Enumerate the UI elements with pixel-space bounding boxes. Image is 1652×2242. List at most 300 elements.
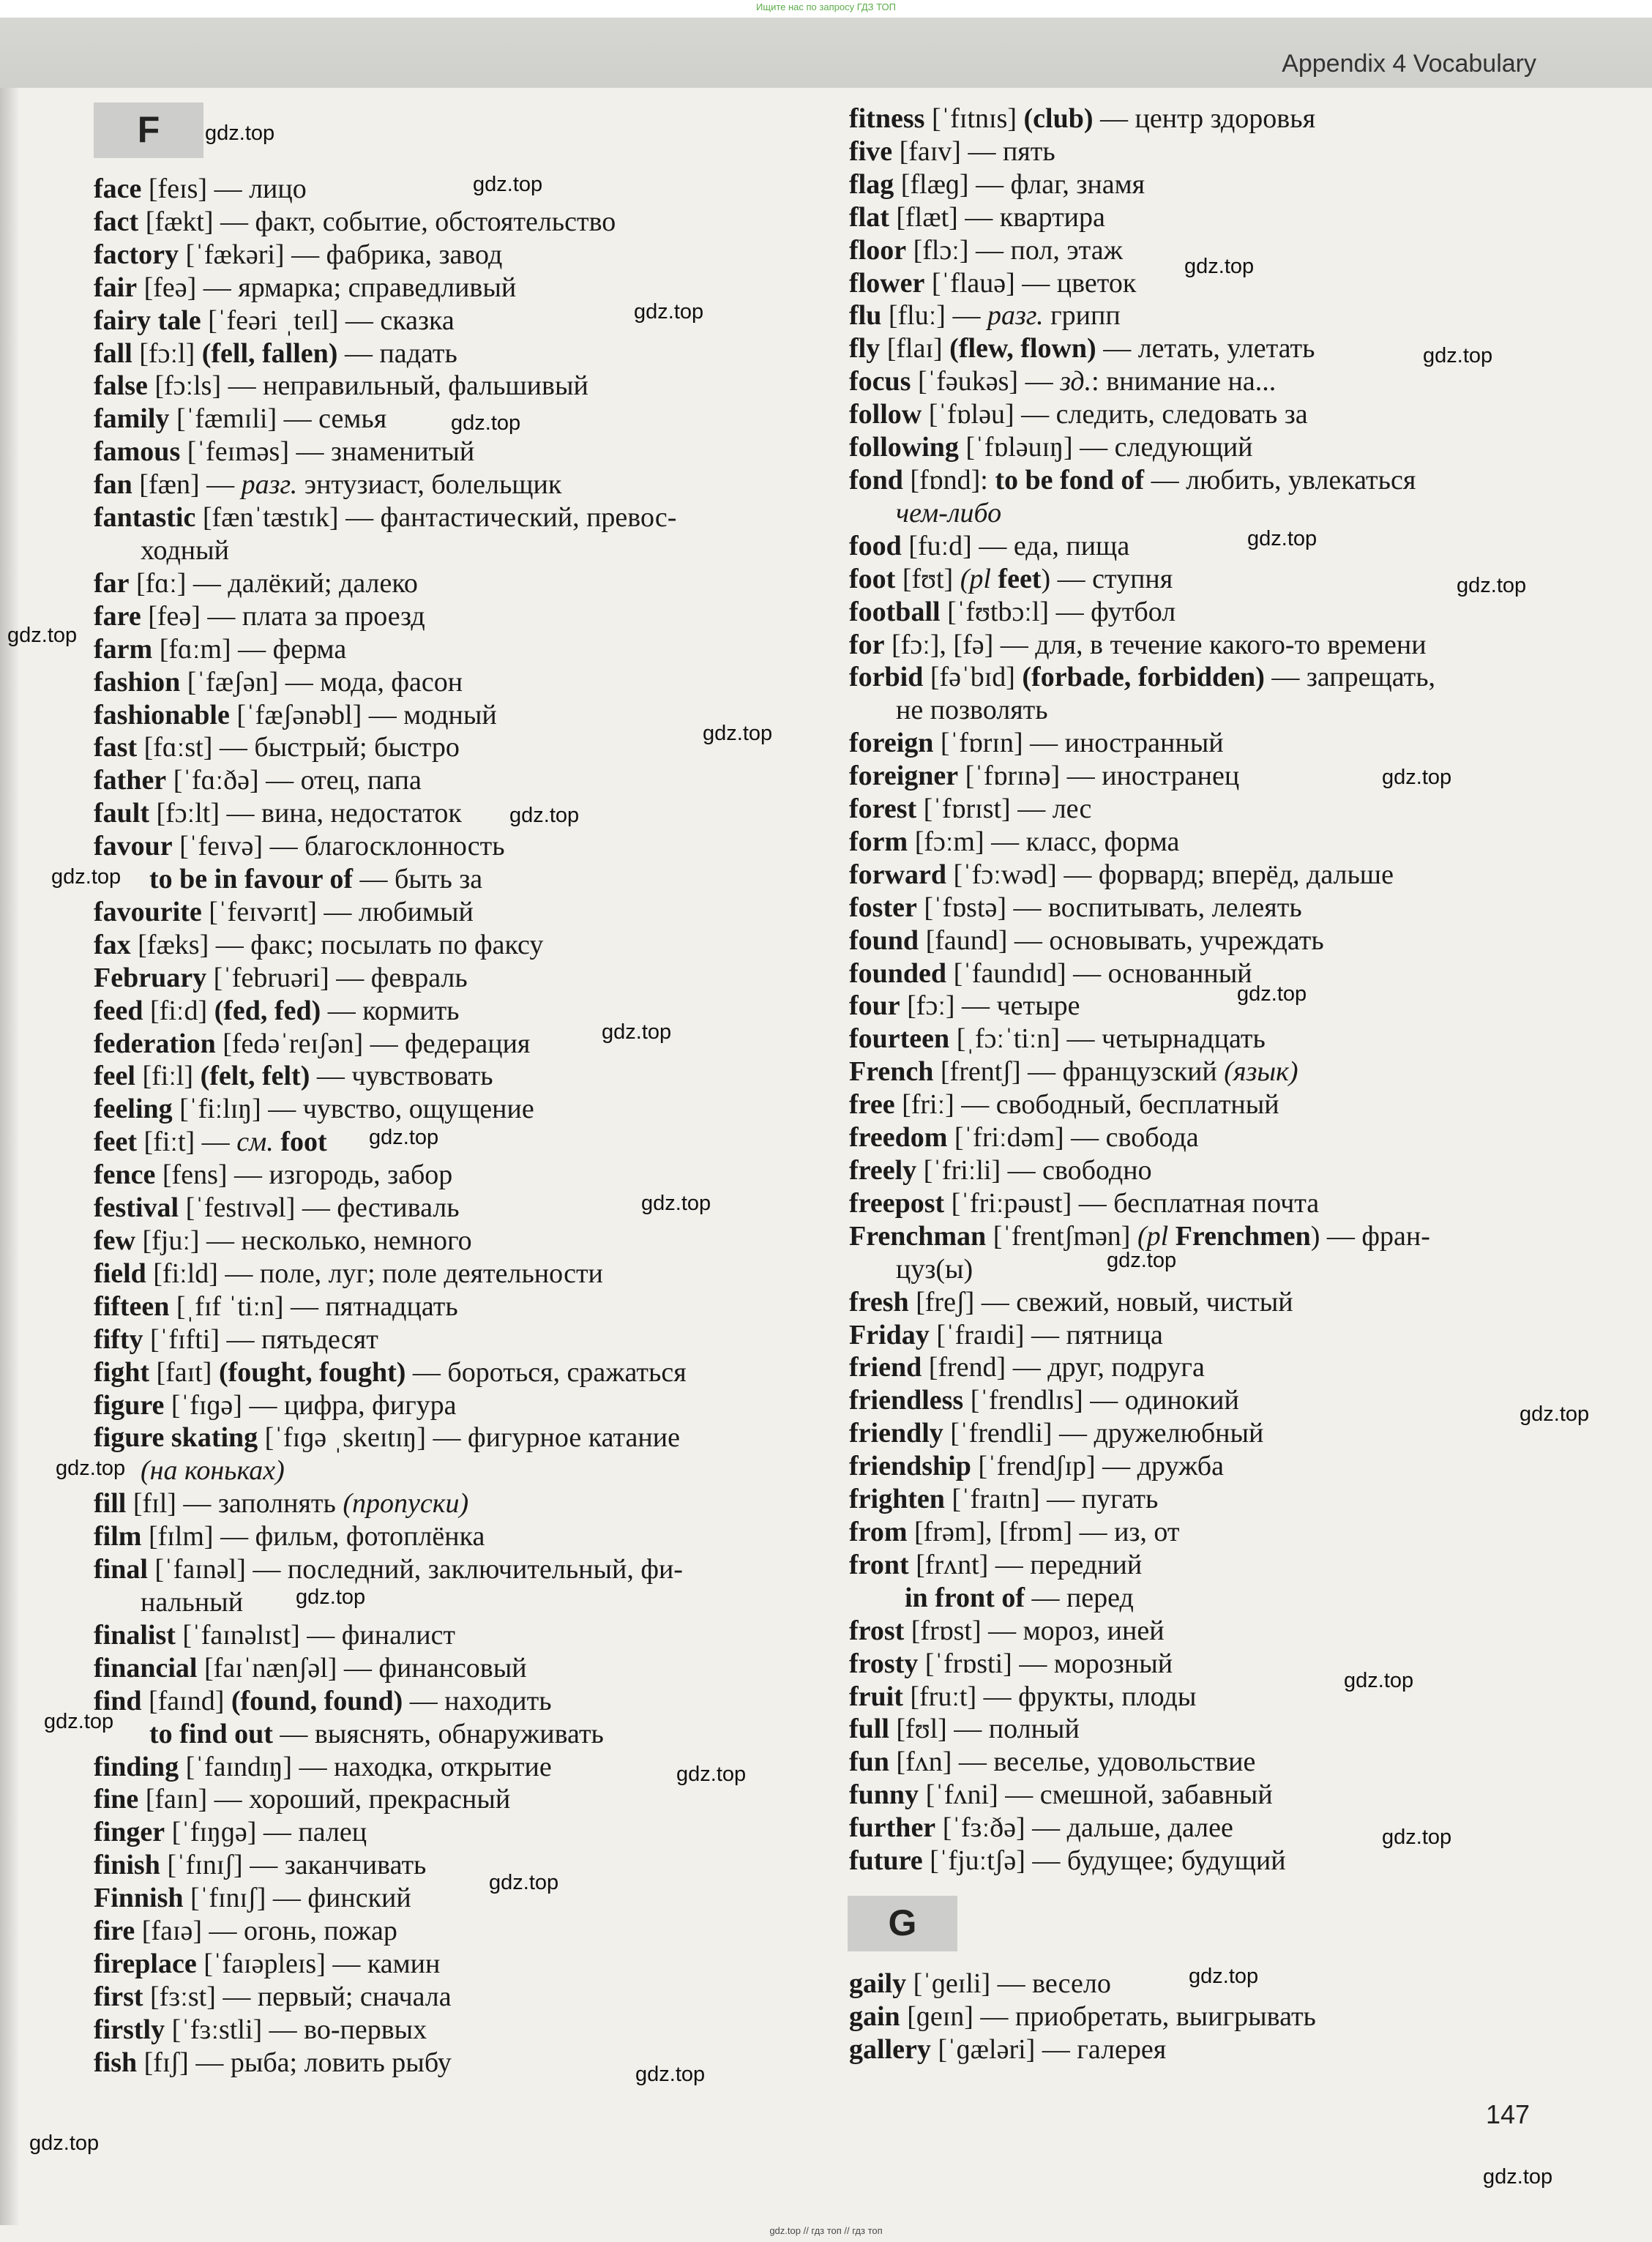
watermark: gdz.top xyxy=(1520,1402,1590,1426)
headword: Finnish xyxy=(94,1883,184,1914)
transcription-translation: [frʌnt] — передний xyxy=(908,1549,1143,1580)
transcription-translation: [feɪs] — лицо xyxy=(141,173,307,204)
watermark: gdz.top xyxy=(369,1126,439,1149)
headword: focus xyxy=(849,366,911,397)
vocab-entry xyxy=(849,398,1581,431)
transcription-translation: [flaɪ] xyxy=(880,333,950,365)
vocab-entry xyxy=(849,892,1581,924)
headword: film xyxy=(94,1521,142,1552)
vocab-entry xyxy=(849,431,1581,464)
transcription-translation: [ˈfɒləu] — следить, следовать за xyxy=(922,399,1308,430)
headword: finish xyxy=(94,1850,160,1881)
headword: foster xyxy=(849,892,917,923)
headword: foreigner xyxy=(849,761,959,792)
headword: freedom xyxy=(849,1122,948,1154)
vocab-entry xyxy=(94,666,826,699)
transcription-translation: [faund] — основывать, учреждать xyxy=(919,924,1324,956)
transcription-translation: [feə] — плата за проезд xyxy=(141,600,425,632)
headword: first xyxy=(94,1981,143,2012)
footer-text: gdz.top // гдз топ // гдз топ xyxy=(769,2225,883,2236)
vocab-entry xyxy=(94,370,826,403)
transcription-translation: [ˈfrentʃmən] xyxy=(986,1220,1137,1252)
italic-note: (на коньках) xyxy=(141,1455,285,1487)
section-letter-g-label: G xyxy=(888,1902,917,1943)
watermark: gdz.top xyxy=(451,411,521,435)
headword: feel xyxy=(94,1061,135,1092)
transcription-translation: [ˈfiːlɪŋ] — чувство, ощущение xyxy=(172,1094,534,1125)
headword: fashionable xyxy=(94,699,230,730)
headword: fresh xyxy=(849,1286,909,1318)
watermark: gdz.top xyxy=(44,1710,114,1733)
vocab-entry xyxy=(849,990,1581,1023)
watermark: gdz.top xyxy=(602,1020,672,1044)
headword: financial xyxy=(94,1652,198,1684)
transcription-translation: [fɔːm] — класс, форма xyxy=(908,826,1180,857)
watermark: gdz.top xyxy=(1382,1826,1452,1849)
vocab-entry xyxy=(849,1746,1581,1779)
translation-tail: — чувствовать xyxy=(310,1061,493,1092)
vocab-entry xyxy=(94,436,826,468)
headword: follow xyxy=(849,399,922,430)
headword: fast xyxy=(94,732,138,763)
transcription-translation: [frentʃ] — французский xyxy=(933,1056,1225,1088)
vocab-entry xyxy=(849,694,1581,727)
headword: flag xyxy=(849,168,894,200)
transcription-translation: нальный xyxy=(141,1586,244,1618)
headword: fond xyxy=(849,464,903,496)
watermark: gdz.top xyxy=(1382,766,1452,789)
watermark: gdz.top xyxy=(1423,344,1493,367)
headword-forms: (fought, fought) xyxy=(218,1356,406,1388)
headword: feet xyxy=(94,1126,138,1158)
left-column xyxy=(94,173,826,2080)
transcription-translation: [fʊl] — полный xyxy=(889,1714,1080,1745)
translation-tail: — кормить xyxy=(321,995,460,1026)
vocab-entry xyxy=(849,299,1581,332)
transcription-translation: [ˈfɔːwəd] — форвард; вперёд, дальше xyxy=(946,859,1394,890)
vocab-entry xyxy=(849,1516,1581,1549)
vocab-entry xyxy=(94,1553,826,1586)
vocab-entry xyxy=(94,1619,826,1652)
headword: fire xyxy=(94,1916,135,1947)
vocab-entry xyxy=(94,633,826,666)
translation-tail: — запрещать, xyxy=(1264,662,1436,693)
headword: further xyxy=(849,1812,936,1844)
transcription-translation: [ˈfɪfti] — пятьдесят xyxy=(143,1323,378,1355)
vocab-entry xyxy=(849,365,1581,398)
headword: food xyxy=(849,530,902,561)
vocab-entry xyxy=(94,206,826,239)
transcription-translation: [ˈfaɪndɪŋ] — находка, открытие xyxy=(179,1751,552,1782)
transcription-translation: [fruːt] — фрукты, плоды xyxy=(902,1681,1197,1712)
vocab-entry xyxy=(849,1845,1581,1877)
headword: founded xyxy=(849,957,947,989)
vocab-entry xyxy=(94,929,826,962)
transcription-translation: [ˈfɪnɪʃ] — финский xyxy=(183,1883,411,1914)
headword: find xyxy=(94,1685,142,1716)
transcription-translation: [frend] — друг, подруга xyxy=(922,1352,1205,1383)
headword-forms: (club) xyxy=(1023,103,1094,134)
transcription-translation: [fluː] — xyxy=(881,300,987,332)
headword: following xyxy=(849,432,959,463)
headword: forward xyxy=(849,859,946,890)
vocab-entry xyxy=(849,727,1581,760)
vocab-entry xyxy=(849,1055,1581,1088)
vocab-entry xyxy=(849,1812,1581,1845)
headword: form xyxy=(849,826,908,857)
headword: fill xyxy=(94,1488,127,1520)
transcription-translation: ходный xyxy=(141,534,229,566)
headword: fireplace xyxy=(94,1948,197,1979)
transcription-translation: [ˈfʌni] — смешной, забавный xyxy=(919,1779,1273,1811)
vocab-entry xyxy=(849,497,1581,530)
transcription-translation: [ˈfjuːtʃə] — будущее; будущий xyxy=(922,1845,1286,1877)
headword: fair xyxy=(94,272,138,303)
transcription-translation: [ˈfɪɡə ˌskeɪtɪŋ] — фигурное катание xyxy=(258,1422,680,1454)
transcription-translation: [faɪnd] xyxy=(141,1685,231,1716)
vocab-entry xyxy=(849,924,1581,957)
headword: French xyxy=(849,1056,934,1088)
italic-note: (пропуски) xyxy=(343,1488,469,1520)
transcription-translation: [ˈfriːdəm] — свобода xyxy=(947,1122,1199,1154)
watermark: gdz.top xyxy=(635,2063,706,2086)
headword: flu xyxy=(849,300,882,332)
transcription-translation: [ˈfæmɪli] — семья xyxy=(169,403,387,435)
vocab-entry xyxy=(94,1060,826,1093)
transcription-translation: [ˈfɜːstli] — во-первых xyxy=(165,2014,427,2045)
headword: to be in favour of xyxy=(149,864,353,895)
vocab-entry xyxy=(849,760,1581,793)
watermark: gdz.top xyxy=(1344,1669,1414,1692)
vocab-entry xyxy=(94,797,826,830)
headword: fare xyxy=(94,600,141,632)
transcription-translation: [ɡeɪn] — приобретать, выигрывать xyxy=(900,2000,1316,2032)
transcription-translation: [ˈfɒrɪnə] — иностранец xyxy=(958,761,1240,792)
transcription-translation: [flɔː] — пол, этаж xyxy=(906,234,1123,266)
vocab-entry xyxy=(849,1483,1581,1516)
vocab-entry xyxy=(94,764,826,797)
vocab-entry xyxy=(849,1713,1581,1746)
right-column-f xyxy=(849,102,1581,1877)
transcription-translation: [ˈfriːpəust] — бесплатная почта xyxy=(944,1187,1320,1219)
transcription-translation: [ˈfebruəri] — февраль xyxy=(206,962,468,993)
italic-note: разг. xyxy=(987,300,1044,332)
headword: flat xyxy=(849,201,889,233)
transcription-translation: [ˈfɒrɪst] — лес xyxy=(916,793,1092,825)
headword: friend xyxy=(849,1352,922,1383)
translation-tail: — любить, увлекаться xyxy=(1144,464,1416,496)
translation-tail: — летать, улетать xyxy=(1096,333,1315,365)
headword: famous xyxy=(94,436,181,468)
transcription-translation: [ˈfɪnɪʃ] — заканчивать xyxy=(160,1850,427,1881)
transcription-translation: [fɪl] — заполнять xyxy=(126,1488,343,1520)
vocab-entry xyxy=(94,1487,826,1520)
headword: Friday xyxy=(849,1319,930,1350)
headword: gain xyxy=(849,2000,900,2032)
transcription-translation: [fɔː], [fə] — для, в течение какого-то времени xyxy=(884,629,1427,660)
headword: friendless xyxy=(849,1385,964,1416)
vocab-entry xyxy=(94,1882,826,1915)
transcription-translation: [ˌfɪf ˈtiːn] — пятнадцать xyxy=(169,1290,458,1322)
headword: finding xyxy=(94,1751,179,1782)
transcription-translation: [ˈfɒstə] — воспитывать, лелеять xyxy=(916,892,1302,923)
vocab-entry xyxy=(94,567,826,600)
vocab-entry xyxy=(94,1586,826,1619)
vocab-entry xyxy=(94,1356,826,1389)
headword: fairy tale xyxy=(94,304,201,336)
headword: front xyxy=(849,1549,909,1580)
vocab-entry xyxy=(94,1454,826,1487)
transcription-translation: [ˈfʊtbɔːl] — футбол xyxy=(940,596,1176,627)
transcription-translation: [ˌfɔːˈtiːn] — четырнадцать xyxy=(949,1023,1266,1055)
transcription-translation: [fɒnd]: xyxy=(902,464,995,496)
transcription-translation: [ˈfaɪəpleɪs] — камин xyxy=(196,1948,441,1979)
transcription-translation: [fæn] — xyxy=(132,469,242,501)
headword: factory xyxy=(94,239,179,270)
vocab-entry xyxy=(849,201,1581,234)
vocab-entry xyxy=(94,863,826,896)
vocab-entry xyxy=(849,530,1581,563)
translation-tail: энтузиаст, болельщик xyxy=(297,469,562,501)
vocab-entry xyxy=(849,1319,1581,1352)
transcription-translation: [fɪlm] — фильм, фотоплёнка xyxy=(141,1521,485,1552)
headword: favour xyxy=(94,831,173,862)
headword-forms: (fed, fed) xyxy=(214,995,321,1026)
vocab-entry xyxy=(849,1450,1581,1483)
translation-tail: — падать xyxy=(337,337,457,369)
vocab-entry xyxy=(849,826,1581,859)
headword: four xyxy=(849,990,900,1022)
running-head: Appendix 4 Vocabulary xyxy=(1282,50,1536,78)
vocab-entry xyxy=(94,1718,826,1751)
translation-tail: ) — фран- xyxy=(1310,1220,1430,1252)
italic-note: зд. xyxy=(1060,366,1092,397)
vocab-entry xyxy=(849,1187,1581,1220)
headword: few xyxy=(94,1225,135,1256)
vocab-entry xyxy=(94,1421,826,1454)
headword: frosty xyxy=(849,1648,919,1679)
page-number: 147 xyxy=(1486,2099,1530,2129)
transcription-translation: [ˈfɪŋɡə] — палец xyxy=(165,1817,367,1848)
vocab-entry xyxy=(849,102,1581,135)
transcription-translation: [fæks] — факс; посылать по факсу xyxy=(130,929,544,960)
transcription-translation: [flæɡ] — флаг, знамя xyxy=(894,168,1145,200)
transcription-translation: [ˈfraɪtn] — пугать xyxy=(944,1484,1159,1515)
transcription-translation: [frəm], [frɒm] — из, от xyxy=(907,1516,1180,1547)
watermark: gdz.top xyxy=(296,1585,366,1609)
headword-forms: foot xyxy=(273,1126,327,1158)
transcription-translation: [ˈfrɒsti] — морозный xyxy=(918,1648,1173,1679)
transcription-translation: [fens] — изгородь, забор xyxy=(155,1159,453,1191)
watermark: gdz.top xyxy=(29,2131,100,2155)
transcription-translation: [ˈfeɪməs] — знаменитый xyxy=(180,436,475,468)
headword: field xyxy=(94,1258,146,1289)
translation-tail: грипп xyxy=(1043,300,1121,332)
watermark: gdz.top xyxy=(1237,982,1307,1006)
transcription-translation: [fɑːm] — ферма xyxy=(152,633,347,665)
transcription-translation: [fænˈtæstɪk] — фантастический, превос- xyxy=(195,502,677,534)
headword-forms: (found, found) xyxy=(231,1685,403,1716)
search-hint: Ищите нас по запросу ГДЗ ТОП xyxy=(756,1,896,12)
vocab-entry xyxy=(849,1648,1581,1681)
transcription-translation: [faɪˈnænʃəl] — финансовый xyxy=(197,1652,527,1684)
vocab-entry xyxy=(94,1323,826,1356)
headword: found xyxy=(849,924,919,956)
watermark: gdz.top xyxy=(1184,255,1255,278)
vocab-entry xyxy=(94,468,826,501)
transcription-translation: [ˈfaundɪd] — основанный xyxy=(946,957,1252,989)
vocab-entry xyxy=(849,1088,1581,1121)
transcription-translation: [faɪə] — огонь, пожар xyxy=(135,1916,397,1947)
headword: fine xyxy=(94,1784,139,1815)
headword: foreign xyxy=(849,728,934,759)
headword-forms: (fell, fallen) xyxy=(201,337,338,369)
headword: full xyxy=(849,1714,889,1745)
headword: free xyxy=(849,1089,895,1121)
vocab-entry xyxy=(94,1225,826,1258)
headword: flower xyxy=(849,267,925,299)
transcription-translation: — выяснять, обнаруживать xyxy=(272,1718,604,1749)
vocab-entry xyxy=(94,304,826,337)
transcription-translation: [ˈfeɪvə] — благосклонность xyxy=(172,831,505,862)
headword: forest xyxy=(849,793,917,825)
transcription-translation: [frɒst] — мороз, иней xyxy=(904,1615,1165,1646)
transcription-translation: [ˈɡeɪli] — весело xyxy=(906,1968,1111,1999)
headword: far xyxy=(94,567,130,599)
transcription-translation: [fiːld] — поле, луг; поле деятельности xyxy=(146,1258,603,1289)
vocab-entry xyxy=(94,600,826,633)
transcription-translation: [fʊt] xyxy=(895,563,960,594)
transcription-translation: [ˈfaɪnəlɪst] — финалист xyxy=(175,1619,456,1651)
vocab-entry xyxy=(94,501,826,534)
watermark: gdz.top xyxy=(641,1192,711,1215)
transcription-translation: [ˈfriːli] — свободно xyxy=(916,1155,1152,1186)
italic-note: (язык) xyxy=(1224,1056,1298,1088)
watermark: gdz.top xyxy=(51,865,122,889)
translation-tail: : внимание на... xyxy=(1091,366,1277,397)
transcription-translation: [ˈfeɪvərɪt] — любимый xyxy=(201,896,474,927)
transcription-translation: [ˈflauə] — цветок xyxy=(924,267,1137,299)
transcription-translation: [fiːt] — xyxy=(137,1126,237,1158)
vocab-entry xyxy=(94,239,826,272)
headword: fun xyxy=(849,1746,889,1778)
vocab-entry xyxy=(94,1520,826,1553)
headword: federation xyxy=(94,1028,216,1059)
vocab-entry xyxy=(94,2047,826,2080)
headword: friendly xyxy=(849,1418,943,1449)
vocab-entry xyxy=(94,1816,826,1849)
vocab-entry xyxy=(94,2014,826,2047)
transcription-translation: [faɪt] xyxy=(149,1356,219,1388)
headword: funny xyxy=(849,1779,919,1811)
vocab-entry xyxy=(849,2000,1581,2033)
transcription-translation: [ˈfækəri] — фабрика, завод xyxy=(179,239,503,270)
section-letter-f xyxy=(94,102,203,158)
headword: figure xyxy=(94,1389,165,1421)
vocab-entry xyxy=(849,1417,1581,1450)
vocab-entry xyxy=(849,1582,1581,1615)
watermark: gdz.top xyxy=(1457,574,1527,597)
transcription-translation: [fɔːls] — неправильный, фальшивый xyxy=(147,370,588,402)
transcription-translation: [fedəˈreɪʃən] — федерация xyxy=(215,1028,531,1059)
vocab-entry xyxy=(94,1981,826,2014)
headword: fifteen xyxy=(94,1290,170,1322)
vocab-entry xyxy=(94,1126,826,1159)
vocab-entry xyxy=(849,1615,1581,1648)
vocab-entry xyxy=(849,168,1581,201)
vocab-entry xyxy=(849,2033,1581,2066)
vocab-entry xyxy=(94,1028,826,1061)
transcription-translation: [fɜːst] — первый; сначала xyxy=(143,1981,452,2012)
transcription-translation: — перед xyxy=(1024,1582,1134,1613)
headword: final xyxy=(94,1554,148,1585)
section-letter-g xyxy=(848,1896,957,1951)
headword: gallery xyxy=(849,2033,931,2065)
headword: football xyxy=(849,596,941,627)
transcription-translation: [ˈfeəri ˌteɪl] — сказка xyxy=(201,304,455,336)
transcription-translation: [friː] — свободный, бесплатный xyxy=(894,1089,1279,1121)
transcription-translation: [faɪn] — хороший, прекрасный xyxy=(138,1784,511,1815)
transcription-translation: [fɑːst] — быстрый; быстро xyxy=(137,732,460,763)
vocab-entry xyxy=(849,1253,1581,1286)
headword: freepost xyxy=(849,1187,945,1219)
headword: feed xyxy=(94,995,143,1026)
watermark: gdz.top xyxy=(1107,1249,1177,1272)
headword: fly xyxy=(849,333,881,365)
vocab-entry xyxy=(94,1093,826,1126)
headword: friendship xyxy=(849,1451,971,1482)
transcription-translation: [freʃ] — свежий, новый, чистый xyxy=(908,1286,1293,1318)
vocab-entry xyxy=(94,337,826,370)
transcription-translation: [fəˈbɪd] xyxy=(923,662,1023,693)
transcription-translation: цуз(ы) xyxy=(896,1253,973,1285)
vocab-entry xyxy=(94,534,826,567)
transcription-translation: [ˈfɑːðə] — отец, папа xyxy=(166,765,422,796)
translation-tail: — находить xyxy=(403,1685,552,1716)
transcription-translation: [ˈfɪɡə] — цифра, фигура xyxy=(164,1389,457,1421)
vocab-entry xyxy=(94,896,826,929)
watermark: gdz.top xyxy=(205,122,275,145)
vocab-entry xyxy=(849,1681,1581,1714)
headword: fault xyxy=(94,798,149,829)
headword-forms: feet xyxy=(990,563,1042,594)
transcription-translation: [fiːd] xyxy=(143,995,214,1026)
transcription-translation: [ˈfaɪnəl] — последний, заключительный, фи- xyxy=(147,1554,683,1585)
headword: fish xyxy=(94,2047,138,2078)
vocab-entry xyxy=(849,464,1581,497)
vocab-entry xyxy=(94,1948,826,1981)
vocab-entry xyxy=(94,1290,826,1323)
vocab-entry xyxy=(94,1389,826,1422)
transcription-translation: [fækt] — факт, событие, обстоятельство xyxy=(138,206,616,237)
transcription-translation: [ˈfrendli] — дружелюбный xyxy=(943,1418,1264,1449)
italic-note: см. xyxy=(236,1126,274,1158)
headword: foot xyxy=(849,563,896,594)
transcription-translation: [fjuː] — несколько, немного xyxy=(135,1225,472,1256)
headword: freely xyxy=(849,1155,917,1186)
headword: frost xyxy=(849,1615,905,1646)
vocab-entry xyxy=(94,830,826,863)
vocab-entry xyxy=(94,272,826,304)
watermark: gdz.top xyxy=(703,722,773,745)
watermark: gdz.top xyxy=(56,1457,126,1480)
vocab-entry xyxy=(94,1258,826,1290)
vocab-entry xyxy=(94,1192,826,1225)
watermark: gdz.top xyxy=(509,804,580,827)
watermark: gdz.top xyxy=(1483,2165,1553,2189)
headword: fruit xyxy=(849,1681,903,1712)
transcription-translation: [fɔːlt] — вина, недостаток xyxy=(149,798,462,829)
